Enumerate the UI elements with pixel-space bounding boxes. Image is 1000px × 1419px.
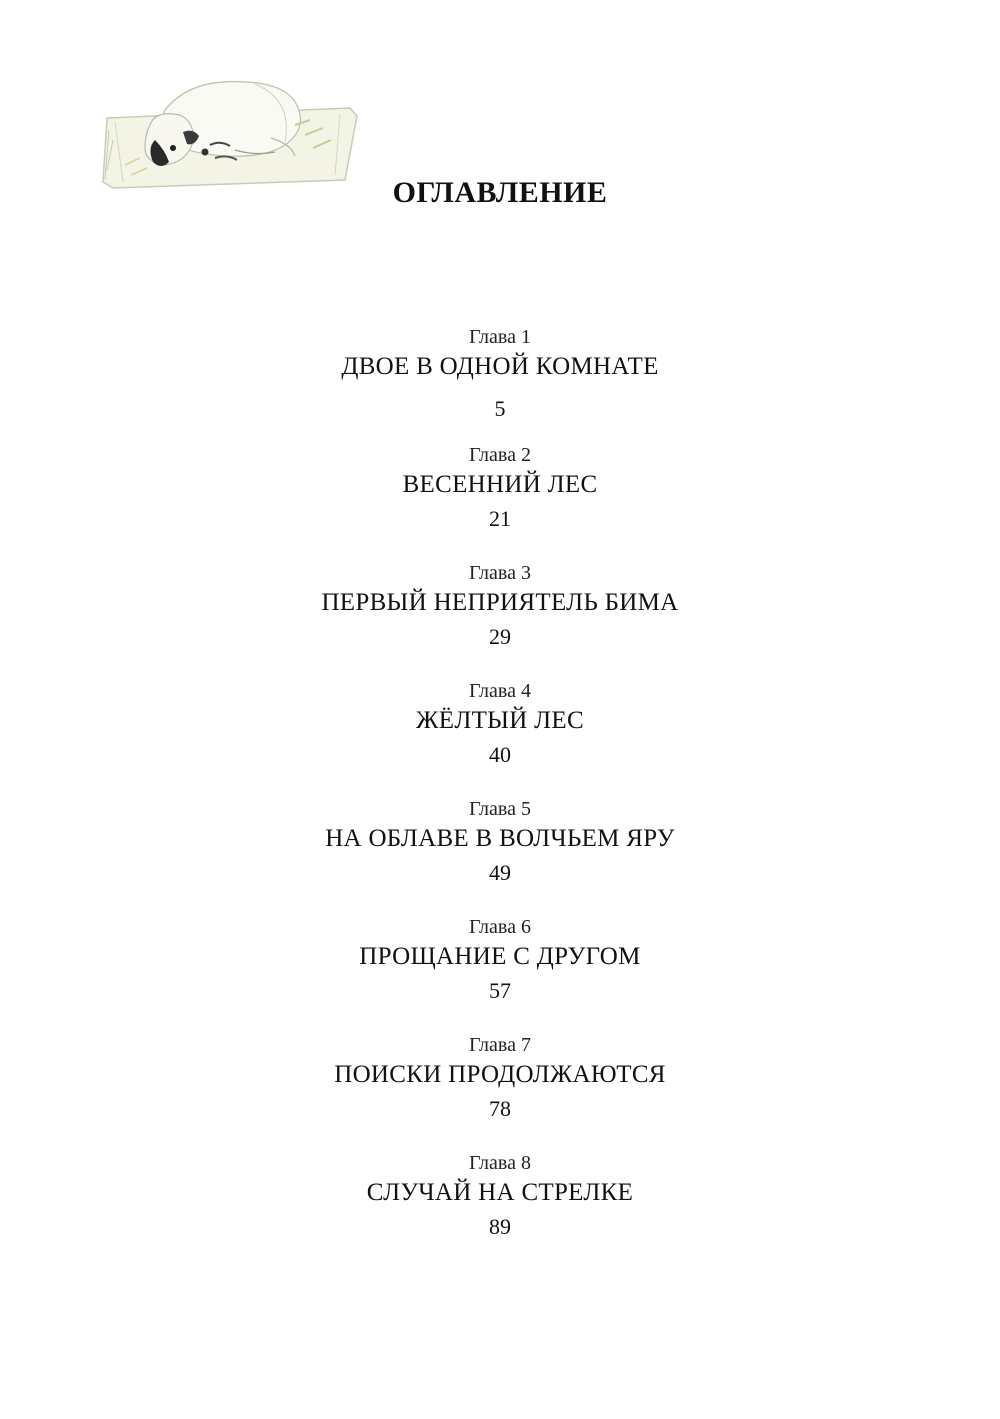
- chapter-label: Глава 3: [469, 562, 531, 584]
- chapter-page-number: 40: [489, 742, 511, 767]
- chapter-label: Глава 1: [469, 326, 531, 348]
- page-title: ОГЛАВЛЕНИЕ: [392, 176, 608, 209]
- chapter-title: НА ОБЛАВЕ В ВОЛЧЬЕМ ЯРУ: [325, 825, 675, 852]
- chapter-title: ВЕСЕННИЙ ЛЕС: [402, 471, 598, 498]
- chapter-label: Глава 8: [469, 1152, 531, 1174]
- chapter-page-number: 78: [489, 1096, 511, 1121]
- chapter-label: Глава 2: [469, 444, 531, 466]
- chapter-title: ПОИСКИ ПРОДОЛЖАЮТСЯ: [334, 1061, 666, 1088]
- chapter-page-number: 29: [489, 624, 511, 649]
- chapter-title: ПРОЩАНИЕ С ДРУГОМ: [359, 943, 641, 970]
- chapter-label: Глава 7: [469, 1034, 531, 1056]
- chapter-title: СЛУЧАЙ НА СТРЕЛКЕ: [366, 1179, 634, 1206]
- chapter-title: ДВОЕ В ОДНОЙ КОМНАТЕ: [341, 353, 659, 380]
- chapter-page-number: 5: [494, 396, 506, 421]
- chapter-page-number: 49: [489, 860, 511, 885]
- chapter-label: Глава 4: [469, 680, 531, 702]
- chapter-page-number: 21: [489, 506, 511, 531]
- chapter-title: ЖЁЛТЫЙ ЛЕС: [416, 707, 584, 734]
- chapter-page-number: 89: [489, 1214, 511, 1239]
- chapter-label: Глава 6: [469, 916, 531, 938]
- chapter-title: ПЕРВЫЙ НЕПРИЯТЕЛЬ БИМА: [321, 589, 679, 616]
- chapter-label: Глава 5: [469, 798, 531, 820]
- chapter-page-number: 57: [489, 978, 511, 1003]
